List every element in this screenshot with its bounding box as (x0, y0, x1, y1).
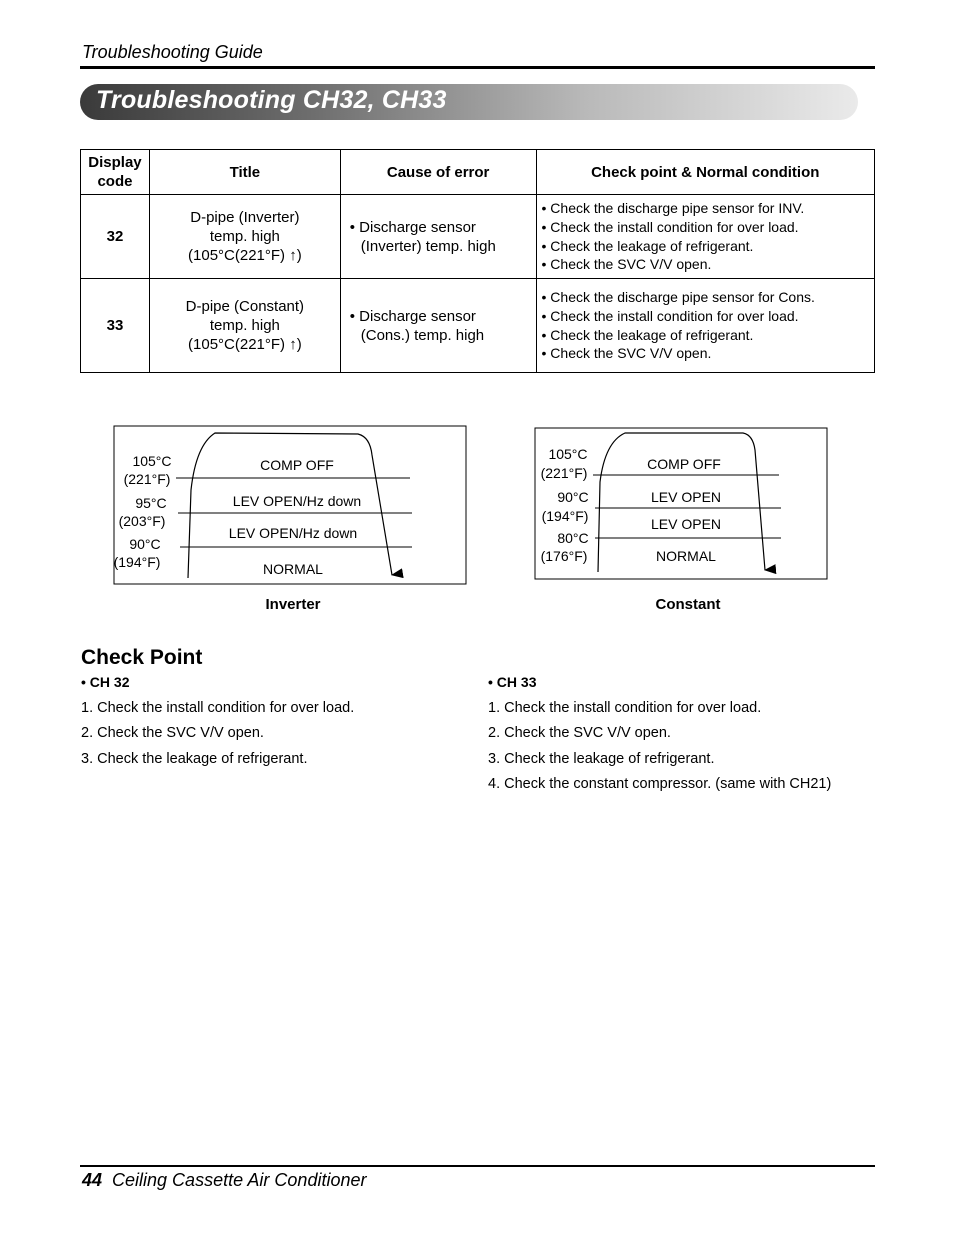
level-temp-c: 95°C (135, 495, 167, 511)
error-table (80, 149, 875, 373)
col-header-cause: Cause of error (340, 150, 536, 195)
zone-label: NORMAL (656, 548, 716, 564)
page-footer (82, 1170, 366, 1191)
zone-label: LEV OPEN (650, 516, 722, 532)
list-item: 3. Check the leakage of refrigerant. (488, 750, 715, 767)
level-temp-c: 105°C (132, 453, 172, 469)
level-temp-c: 80°C (557, 530, 589, 546)
level-temp-f: (221°F) (123, 471, 171, 487)
error-cause: • Discharge sensor (Inverter) temp. high (340, 195, 536, 279)
zone-label: COMP OFF (260, 457, 334, 473)
level-temp-f: (221°F) (540, 465, 588, 481)
list-item: 2. Check the SVC V/V open. (488, 725, 671, 741)
level-temp-c: 105°C (548, 446, 588, 462)
list-item: 1. Check the install condition for over load. (81, 699, 355, 716)
level-temp-f: (194°F) (113, 554, 161, 570)
table-header-row (81, 150, 875, 195)
diagram-caption: Constant (655, 596, 721, 613)
ch33-heading: • CH 33 (488, 674, 537, 690)
level-temp-f: (176°F) (540, 548, 588, 564)
ch32-check-list (81, 674, 354, 769)
zone-label: COMP OFF (647, 456, 721, 472)
display-code: 32 (81, 195, 150, 279)
zone-label: LEV OPEN/Hz down (228, 525, 358, 541)
list-item: 4. Check the constant compressor. (same with CH21) (488, 776, 832, 792)
level-temp-f: (203°F) (118, 513, 166, 529)
check-points: • Check the discharge pipe sensor for Cons. • Check the install condition for over load. • Check the leakage of refrigerant. • Check the SVC V/V open. (536, 279, 874, 373)
inverter-diagram (100, 420, 480, 595)
ch32-heading: • CH 32 (81, 674, 130, 690)
col-header-display-code: Display code (81, 150, 150, 195)
error-title: D-pipe (Constant) temp. high (105°C(221°F) ↑) (149, 279, 340, 373)
table-row (81, 195, 875, 279)
error-title: D-pipe (Inverter) temp. high (105°C(221°F) ↑) (149, 195, 340, 279)
constant-diagram (525, 420, 835, 590)
ch33-check-list (488, 674, 831, 794)
diagram-caption: Inverter (265, 596, 321, 613)
level-temp-c: 90°C (557, 489, 589, 505)
check-points: • Check the discharge pipe sensor for INV. • Check the install condition for over load. • Check the leakage of refrigerant. • Check the SVC V/V open. (536, 195, 874, 279)
check-point-title: Check Point (81, 646, 203, 669)
list-item: 2. Check the SVC V/V open. (81, 725, 264, 741)
col-header-check: Check point & Normal condition (536, 150, 874, 195)
zone-label: NORMAL (263, 561, 323, 577)
zone-label: LEV OPEN (650, 489, 722, 505)
level-temp-f: (194°F) (541, 508, 589, 524)
header-rule (80, 66, 875, 69)
error-cause: • Discharge sensor (Cons.) temp. high (340, 279, 536, 373)
level-temp-c: 90°C (129, 536, 161, 552)
zone-label: LEV OPEN/Hz down (232, 493, 362, 509)
list-item: 3. Check the leakage of refrigerant. (81, 750, 308, 767)
footer-rule (80, 1165, 875, 1167)
col-header-title: Title (149, 150, 340, 195)
list-item: 1. Check the install condition for over load. (488, 699, 762, 716)
page-number: 44 (82, 1170, 103, 1190)
page-title: Troubleshooting CH32, CH33 (96, 86, 447, 114)
section-header: Troubleshooting Guide (82, 42, 263, 62)
table-row (81, 279, 875, 373)
display-code: 33 (81, 279, 150, 373)
footer-text: Ceiling Cassette Air Conditioner (112, 1170, 367, 1190)
